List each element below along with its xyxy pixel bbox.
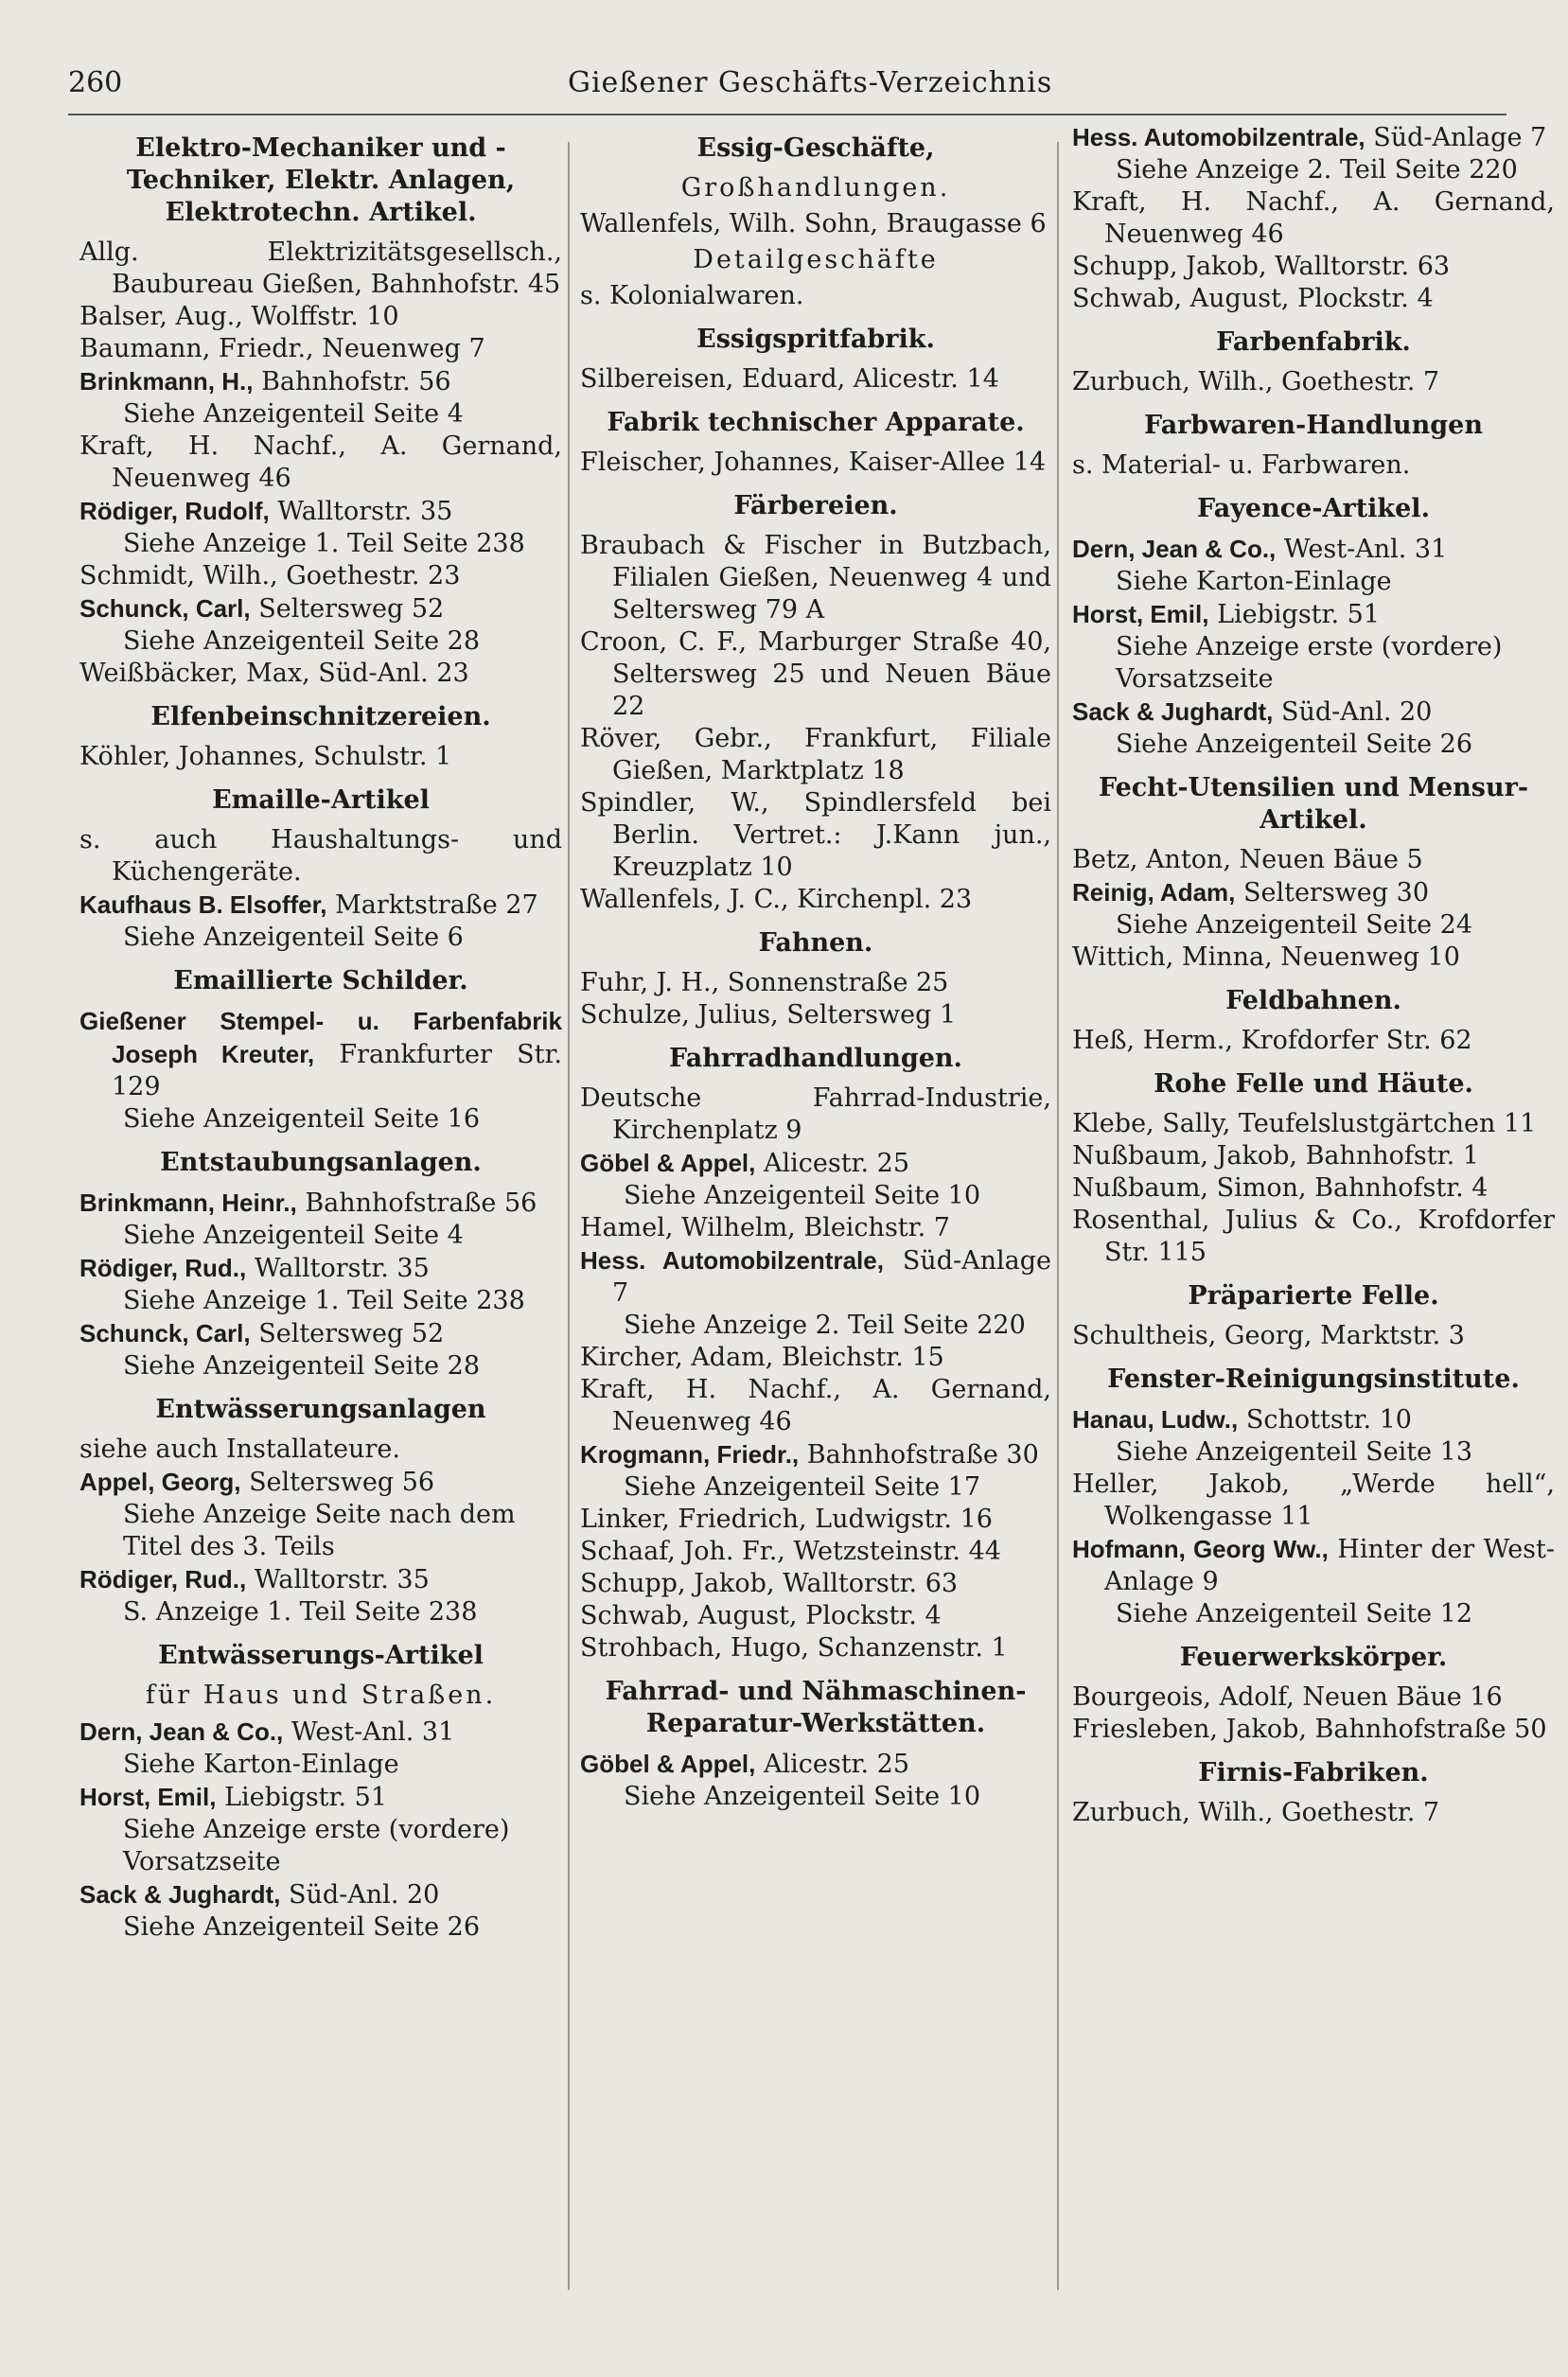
entry-text: Weißbäcker, Max, Süd-Anl. 23 (79, 659, 469, 688)
section-heading: Fahnen. (758, 928, 873, 958)
directory-entry (580, 1632, 1051, 1664)
entry-text: Walltorstr. 35 (277, 497, 453, 526)
section-heading: Firnis-Fabriken. (1198, 1758, 1429, 1787)
entry-text: s. Kolonialwaren. (580, 281, 804, 310)
directory-section (1072, 1642, 1555, 1746)
entry-name: Hofmann, Georg Ww., (1072, 1535, 1329, 1563)
directory-entry (79, 237, 562, 301)
entry-name: Rödiger, Rud., (79, 1254, 247, 1282)
directory-entry (580, 1342, 1051, 1374)
entry-text: West-Anl. 31 (291, 1717, 455, 1747)
entry-name: Hess. Automobilzentrale, (580, 1246, 884, 1275)
entry-reference: Siehe Anzeigenteil Seite 28 (123, 626, 480, 656)
directory-section (79, 132, 562, 690)
entry-text: Croon, C. F., Marburger Straße 40, Seltersweg 25 und Neuen Bäue 22 (580, 627, 1051, 721)
directory-entry (1072, 533, 1555, 566)
entry-text: Schaaf, Joh. Fr., Wetzsteinstr. 44 (580, 1537, 1001, 1566)
entry-text: Betz, Anton, Neuen Bäue 5 (1072, 845, 1423, 874)
directory-entry (580, 1748, 1051, 1781)
directory-entry (79, 592, 562, 625)
directory-entry (79, 1781, 562, 1814)
entry-text: Schupp, Jakob, Walltorstr. 63 (580, 1569, 959, 1598)
entry-text: Bourgeois, Adolf, Neuen Bäue 16 (1072, 1682, 1503, 1712)
page-title: Gießener Geschäfts-Verzeichnis (568, 66, 1053, 99)
entry-name: Schunck, Carl, (79, 594, 251, 623)
directory-entry (580, 967, 1051, 999)
directory-entry (1072, 1108, 1555, 1140)
entry-text: Hinter der West-Anlage 9 (1104, 1535, 1555, 1596)
entry-text: West-Anl. 31 (1283, 535, 1448, 564)
entry-text: Wallenfels, Wilh. Sohn, Braugasse 6 (580, 209, 1047, 238)
directory-entry (580, 208, 1051, 240)
section-heading: Emaille-Artikel (212, 785, 430, 815)
entry-text: Süd-Anlage 7 (612, 1246, 1051, 1308)
section-heading: Feuerwerkskörper. (1179, 1643, 1448, 1672)
directory-section (79, 965, 562, 1136)
directory-entry (580, 530, 1051, 626)
directory-section (580, 490, 1051, 916)
entry-text: Hamel, Wilhelm, Bleichstr. 7 (580, 1213, 950, 1242)
entry-name: Hess. Automobilzentrale, (1072, 123, 1365, 151)
entry-text: Schwab, August, Plockstr. 4 (1072, 284, 1434, 313)
directory-entry (79, 658, 562, 690)
entry-reference: Siehe Anzeigenteil Seite 17 (624, 1472, 980, 1502)
entry-text: Kraft, H. Nachf., A. Gernand, Neuenweg 46 (580, 1375, 1051, 1436)
directory-entry (580, 363, 1051, 396)
entry-text: Nußbaum, Jakob, Bahnhofstr. 1 (1072, 1141, 1479, 1171)
column-middle (580, 121, 1051, 2326)
entry-text: Süd-Anlage 7 (1373, 123, 1547, 152)
entry-text: siehe auch Installateure. (79, 1435, 400, 1464)
entry-name: Krogmann, Friedr., (580, 1440, 800, 1469)
section-heading: Fecht-Utensilien und Mensur-Artikel. (1098, 773, 1529, 835)
directory-section (1072, 1280, 1555, 1352)
directory-entry (580, 1536, 1051, 1568)
directory-entry (1072, 1205, 1555, 1269)
entry-reference: Siehe Anzeigenteil Seite 10 (624, 1181, 980, 1210)
directory-section (580, 927, 1051, 1031)
directory-section (580, 1043, 1051, 1664)
entry-text: Heß, Herm., Krofdorfer Str. 62 (1072, 1026, 1472, 1055)
entry-text: Wallenfels, J. C., Kirchenpl. 23 (580, 885, 973, 914)
entry-text: Klebe, Sally, Teufelslustgärtchen 11 (1072, 1109, 1537, 1138)
entry-text: Bahnhofstr. 56 (261, 367, 451, 396)
directory-entry (1072, 876, 1555, 909)
directory-entry (1072, 1403, 1555, 1436)
entry-text: Kircher, Adam, Bleichstr. 15 (580, 1343, 944, 1372)
directory-entry (1072, 1714, 1555, 1746)
directory-section (580, 244, 1051, 312)
section-heading: Entstaubungsanlagen. (160, 1148, 482, 1177)
entry-reference: Siehe Anzeige erste (vordere) Vorsatzseite (1116, 632, 1503, 694)
entry-text: Seltersweg 52 (258, 594, 445, 624)
entry-reference: Siehe Anzeige Seite nach dem Titel des 3. Teils (123, 1500, 516, 1561)
section-heading: Farbwaren-Handlungen (1144, 411, 1483, 440)
entry-text: Heller, Jakob, „Werde hell“, Wolkengasse 11 (1072, 1470, 1555, 1531)
entry-reference: Siehe Anzeige 2. Teil Seite 220 (624, 1311, 1026, 1340)
entry-text: Zurbuch, Wilh., Goethestr. 7 (1072, 1798, 1440, 1827)
entry-text: Kraft, H. Nachf., A. Gernand, Neuenweg 46 (79, 431, 562, 493)
directory-section (1072, 410, 1555, 482)
entry-text: Liebigstr. 51 (1217, 600, 1380, 629)
entry-text: Friesleben, Jakob, Bahnhofstraße 50 (1072, 1715, 1547, 1744)
entry-reference: Siehe Anzeigenteil Seite 28 (123, 1351, 480, 1381)
entry-name: Göbel & Appel, (580, 1149, 756, 1177)
section-heading: Färbereien. (733, 491, 898, 520)
entry-reference: Siehe Anzeigenteil Seite 12 (1116, 1599, 1472, 1629)
directory-entry (1072, 121, 1555, 154)
entry-name: Reinig, Adam, (1072, 878, 1236, 907)
entry-text: Braubach & Fischer in Butzbach, Filialen Gießen, Neuenweg 4 und Seltersweg 79 A (580, 531, 1051, 625)
entry-name: Kaufhaus B. Elsoffer, (79, 890, 327, 919)
directory-entry (79, 1434, 562, 1466)
section-heading: Elfenbeinschnitzereien. (150, 702, 491, 731)
section-heading: Präparierte Felle. (1188, 1281, 1439, 1311)
entry-text: Schultheis, Georg, Marktstr. 3 (1072, 1321, 1465, 1350)
directory-entry (580, 787, 1051, 884)
directory-entry (79, 1317, 562, 1350)
entry-name: Gießener Stempel- u. Farbenfabrik Joseph Kreuter, (79, 1007, 562, 1068)
directory-entry (79, 1878, 562, 1911)
entry-text: Rosenthal, Julius & Co., Krofdorfer Str. 115 (1072, 1206, 1555, 1267)
entry-name: Horst, Emil, (79, 1783, 217, 1811)
directory-entry (1072, 942, 1555, 974)
entry-reference: Siehe Karton-Einlage (123, 1750, 399, 1779)
directory-section (580, 132, 1051, 240)
directory-section (580, 407, 1051, 479)
directory-entry (580, 723, 1051, 787)
directory-section (79, 1394, 562, 1629)
directory-entry (79, 431, 562, 495)
entry-text: Bahnhofstraße 56 (305, 1188, 537, 1218)
directory-entry (79, 1716, 562, 1749)
directory-entry (580, 1083, 1051, 1147)
entry-text: Linker, Friedrich, Ludwigstr. 16 (580, 1505, 993, 1534)
entry-reference: Siehe Anzeige 1. Teil Seite 238 (123, 529, 525, 558)
entry-name: Sack & Jughardt, (79, 1880, 281, 1909)
directory-entry (580, 280, 1051, 312)
entry-text: Liebigstr. 51 (224, 1783, 387, 1812)
entry-text: Seltersweg 56 (249, 1468, 435, 1497)
entry-text: Marktstraße 27 (335, 890, 538, 920)
entry-text: Schupp, Jakob, Walltorstr. 63 (1072, 252, 1451, 281)
directory-entry (1072, 449, 1555, 482)
entry-reference: Siehe Anzeigenteil Seite 10 (624, 1782, 980, 1811)
entry-reference: Siehe Anzeige 1. Teil Seite 238 (123, 1286, 525, 1315)
directory-entry (1072, 1140, 1555, 1172)
entry-reference: Siehe Anzeigenteil Seite 26 (123, 1912, 480, 1942)
entry-text: Alicestr. 25 (763, 1750, 910, 1779)
directory-entry (580, 884, 1051, 916)
entry-text: Deutsche Fahrrad-Industrie, Kirchenplatz 9 (580, 1083, 1051, 1145)
directory-entry (79, 889, 562, 922)
directory-entry (79, 495, 562, 528)
entry-text: Strohbach, Hugo, Schanzenstr. 1 (580, 1633, 1008, 1663)
entry-text: Süd-Anl. 20 (1281, 697, 1433, 727)
section-heading: Fahrradhandlungen. (669, 1044, 962, 1073)
entry-name: Sack & Jughardt, (1072, 697, 1274, 726)
entry-text: Allg. Elektrizitätsgesellsch., Baubureau Gießen, Bahnhofstr. 45 (79, 238, 562, 299)
entry-text: Alicestr. 25 (763, 1149, 910, 1178)
entry-name: Brinkmann, H., (79, 367, 254, 396)
entry-text: Schulze, Julius, Seltersweg 1 (580, 1000, 957, 1030)
entry-text: Silbereisen, Eduard, Alicestr. 14 (580, 364, 999, 394)
directory-entry (79, 365, 562, 398)
section-heading: Fahrrad- und Nähmaschinen-Reparatur-Werkstätten. (605, 1677, 1027, 1738)
entry-name: Göbel & Appel, (580, 1750, 756, 1778)
entry-text: Wittich, Minna, Neuenweg 10 (1072, 942, 1460, 972)
entry-text: Nußbaum, Simon, Bahnhofstr. 4 (1072, 1173, 1489, 1203)
directory-entry (1072, 695, 1555, 729)
entry-reference: Siehe Anzeigenteil Seite 16 (123, 1104, 480, 1134)
section-heading: Essig-Geschäfte, (696, 133, 935, 163)
section-subheading: Großhandlungen. (680, 173, 951, 202)
directory-section (1072, 493, 1555, 761)
directory-entry (79, 1187, 562, 1220)
directory-section (79, 1640, 562, 1944)
directory-entry (580, 1504, 1051, 1536)
column-divider (1057, 142, 1059, 2290)
entry-name: Appel, Georg, (79, 1468, 241, 1496)
directory-entry (79, 560, 562, 592)
directory-section (1072, 326, 1555, 398)
section-heading: Farbenfabrik. (1216, 327, 1411, 357)
column-divider (568, 142, 570, 2290)
section-heading: Fayence-Artikel. (1197, 494, 1430, 523)
entry-text: Baumann, Friedr., Neuenweg 7 (79, 334, 485, 363)
directory-entry (79, 741, 562, 773)
directory-section (79, 701, 562, 773)
directory-entry (1072, 186, 1555, 251)
directory-entry (1072, 1320, 1555, 1352)
directory-entry (1072, 1797, 1555, 1829)
entry-reference: Siehe Anzeigenteil Seite 6 (123, 923, 464, 952)
header-rule (68, 114, 1506, 115)
entry-reference: Siehe Anzeigenteil Seite 13 (1116, 1437, 1472, 1467)
section-heading: Fenster-Reinigungsinstitute. (1107, 1365, 1520, 1394)
directory-section (79, 784, 562, 954)
directory-entry (79, 824, 562, 889)
directory-entry (79, 1466, 562, 1499)
section-heading: Fabrik technischer Apparate. (607, 408, 1025, 437)
entry-text: Bahnhofstraße 30 (806, 1440, 1039, 1470)
directory-entry (79, 1005, 562, 1103)
entry-text: Walltorstr. 35 (254, 1254, 430, 1283)
directory-entry (1072, 844, 1555, 876)
entry-text: s. auch Haushaltungs- und Küchengeräte. (79, 825, 562, 887)
directory-section (1072, 1068, 1555, 1269)
directory-entry (1072, 1025, 1555, 1057)
directory-section (79, 1147, 562, 1382)
directory-entry (1072, 283, 1555, 315)
section-heading: Feldbahnen. (1225, 986, 1401, 1015)
section-heading: Rohe Felle und Häute. (1154, 1069, 1473, 1099)
directory-section (1072, 121, 1555, 315)
directory-entry (580, 999, 1051, 1031)
section-heading: Elektro-Mechaniker und -Techniker, Elektr. Anlagen, Elektrotechn. Artikel. (126, 133, 516, 227)
entry-name: Brinkmann, Heinr., (79, 1188, 297, 1217)
section-subheading: Detailgeschäfte (693, 245, 939, 274)
directory-entry (79, 1563, 562, 1596)
entry-text: Köhler, Johannes, Schulstr. 1 (79, 742, 452, 771)
entry-text: Kraft, H. Nachf., A. Gernand, Neuenweg 46 (1072, 187, 1555, 249)
entry-name: Hanau, Ludw., (1072, 1405, 1239, 1434)
directory-entry (580, 1147, 1051, 1180)
entry-reference: Siehe Anzeigenteil Seite 26 (1116, 730, 1472, 759)
entry-text: Zurbuch, Wilh., Goethestr. 7 (1072, 367, 1440, 396)
section-heading: Essigspritfabrik. (696, 325, 935, 354)
directory-section (1072, 1364, 1555, 1630)
directory-entry (580, 1438, 1051, 1471)
directory-entry (79, 333, 562, 365)
directory-entry (1072, 598, 1555, 631)
page-number: 260 (68, 66, 123, 99)
entry-text: s. Material- u. Farbwaren. (1072, 450, 1411, 480)
entry-text: Süd-Anl. 20 (289, 1880, 440, 1910)
section-heading: Entwässerungsanlagen (155, 1395, 486, 1424)
directory-entry (1072, 1469, 1555, 1533)
entry-reference: Siehe Karton-Einlage (1116, 567, 1392, 596)
entry-reference: S. Anzeige 1. Teil Seite 238 (123, 1597, 478, 1627)
entry-text: Schottstr. 10 (1245, 1405, 1412, 1435)
directory-section (580, 324, 1051, 396)
entry-text: Schwab, August, Plockstr. 4 (580, 1601, 942, 1630)
directory-entry (580, 1600, 1051, 1632)
directory-entry (580, 447, 1051, 479)
entry-text: Balser, Aug., Wolffstr. 10 (79, 302, 399, 331)
section-subheading: für Haus und Straßen. (145, 1681, 497, 1710)
directory-entry (79, 1252, 562, 1285)
column-right (1072, 121, 1555, 2326)
entry-name: Horst, Emil, (1072, 600, 1209, 628)
directory-section (1072, 772, 1555, 974)
directory-entry (580, 1568, 1051, 1600)
entry-reference: Siehe Anzeigenteil Seite 4 (123, 1221, 464, 1250)
entry-text: Seltersweg 30 (1242, 878, 1429, 907)
entry-text: Schmidt, Wilh., Goethestr. 23 (79, 561, 461, 590)
entry-text: Fuhr, J. H., Sonnenstraße 25 (580, 968, 949, 997)
directory-entry (1072, 1533, 1555, 1598)
entry-name: Dern, Jean & Co., (79, 1717, 284, 1746)
directory-entry (580, 626, 1051, 723)
directory-entry (79, 301, 562, 333)
entry-text: Fleischer, Johannes, Kaiser-Allee 14 (580, 448, 1047, 477)
entry-reference: Siehe Anzeige erste (vordere) Vorsatzseite (123, 1815, 510, 1876)
entry-text: Seltersweg 52 (258, 1319, 445, 1348)
directory-entry (1072, 251, 1555, 283)
column-left (79, 121, 562, 2326)
entry-name: Rödiger, Rud., (79, 1565, 247, 1593)
directory-entry (1072, 366, 1555, 398)
entry-reference: Siehe Anzeigenteil Seite 24 (1116, 910, 1472, 940)
directory-entry (580, 1244, 1051, 1310)
directory-entry (1072, 1172, 1555, 1205)
directory-section (1072, 985, 1555, 1057)
entry-name: Rödiger, Rudolf, (79, 497, 270, 525)
directory-section (1072, 1757, 1555, 1829)
section-heading: Emaillierte Schilder. (173, 966, 468, 995)
entry-name: Schunck, Carl, (79, 1319, 251, 1347)
entry-reference: Siehe Anzeigenteil Seite 4 (123, 399, 464, 429)
entry-text: Röver, Gebr., Frankfurt, Filiale Gießen, Marktplatz 18 (580, 724, 1051, 785)
directory-entry (580, 1374, 1051, 1438)
entry-text: Walltorstr. 35 (254, 1565, 430, 1594)
entry-reference: Siehe Anzeige 2. Teil Seite 220 (1116, 155, 1518, 185)
directory-entry (580, 1212, 1051, 1244)
entry-text: Spindler, W., Spindlersfeld bei Berlin. Vertret.: J.Kann jun., Kreuzplatz 10 (580, 788, 1051, 882)
section-heading: Entwässerungs-Artikel (158, 1641, 484, 1670)
directory-entry (1072, 1682, 1555, 1714)
directory-section (580, 1676, 1051, 1813)
entry-text: Frankfurter Str. 129 (112, 1040, 562, 1101)
entry-name: Dern, Jean & Co., (1072, 535, 1277, 563)
